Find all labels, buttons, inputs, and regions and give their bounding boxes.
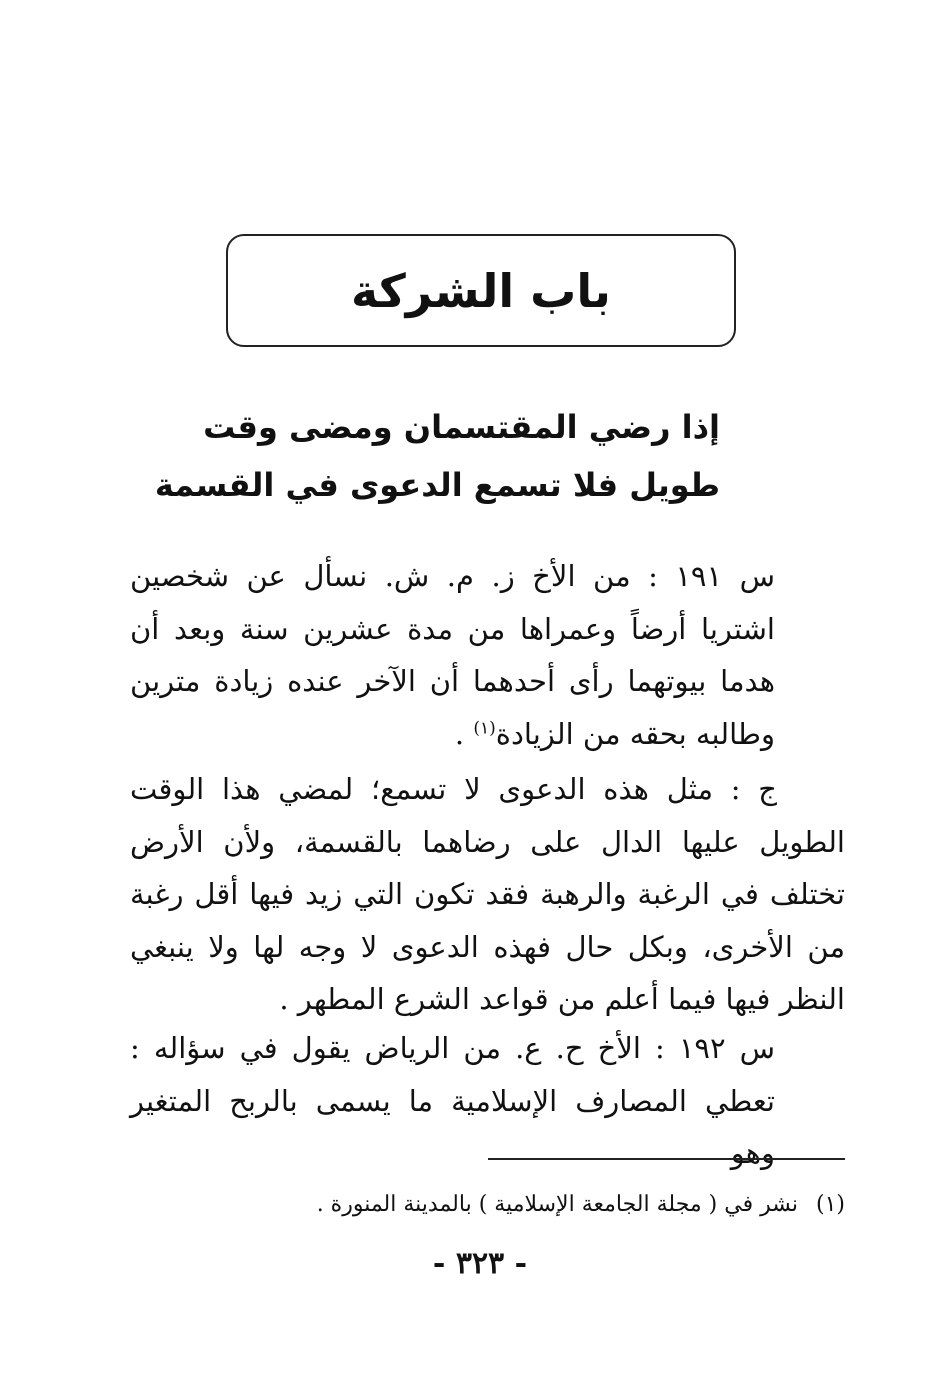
answer-191 <box>130 763 845 1026</box>
question-192 <box>130 1022 775 1180</box>
question-191-text: س ١٩١ : من الأخ ز. م. ش. نسأل عن شخصين اشتريا أرضاً وعمراها من مدة عشرين سنة وبعد أن هدما بيوتهما رأى أحدهما أن الآخر عنده زيادة مترين وطالبه بحقه من الزيادة <box>130 559 775 751</box>
footnote-divider <box>488 1158 845 1160</box>
section-title-line-1: إذا رضي المقتسمان ومضى وقت <box>203 408 720 446</box>
footnote-text: نشر في ( مجلة الجامعة الإسلامية ) بالمدينة المنورة . <box>316 1192 798 1217</box>
answer-191-text: ج : مثل هذه الدعوى لا تسمع؛ لمضي هذا الوقت الطويل عليها الدال على رضاهما بالقسمة، ولأن الأرض تختلف في الرغبة والرهبة فقد تكون التي زيد فيها أقل رغبة من الأخرى، وبكل حال فهذه الدعوى لا وجه لها ولا ينبغي النظر فيها فيما أعلم من قواعد الشرع المطهر . <box>130 772 845 1016</box>
question-192-text: س ١٩٢ : الأخ ح. ع. من الرياض يقول في سؤاله : تعطي المصارف الإسلامية ما يسمى بالربح المتغير وهو <box>130 1031 775 1170</box>
page-number: - ٣٢٣ - <box>432 1246 528 1281</box>
footnote-marker: (١) <box>815 1192 845 1217</box>
section-title <box>120 398 720 514</box>
footnote-reference: (١) <box>473 717 496 738</box>
chapter-title-box <box>226 234 736 347</box>
chapter-title: باب الشركة <box>351 263 611 318</box>
question-191 <box>130 550 775 760</box>
footnote <box>240 1192 845 1217</box>
section-title-line-2: طويل فلا تسمع الدعوى في القسمة <box>154 466 720 504</box>
question-191-end: . <box>454 716 474 751</box>
